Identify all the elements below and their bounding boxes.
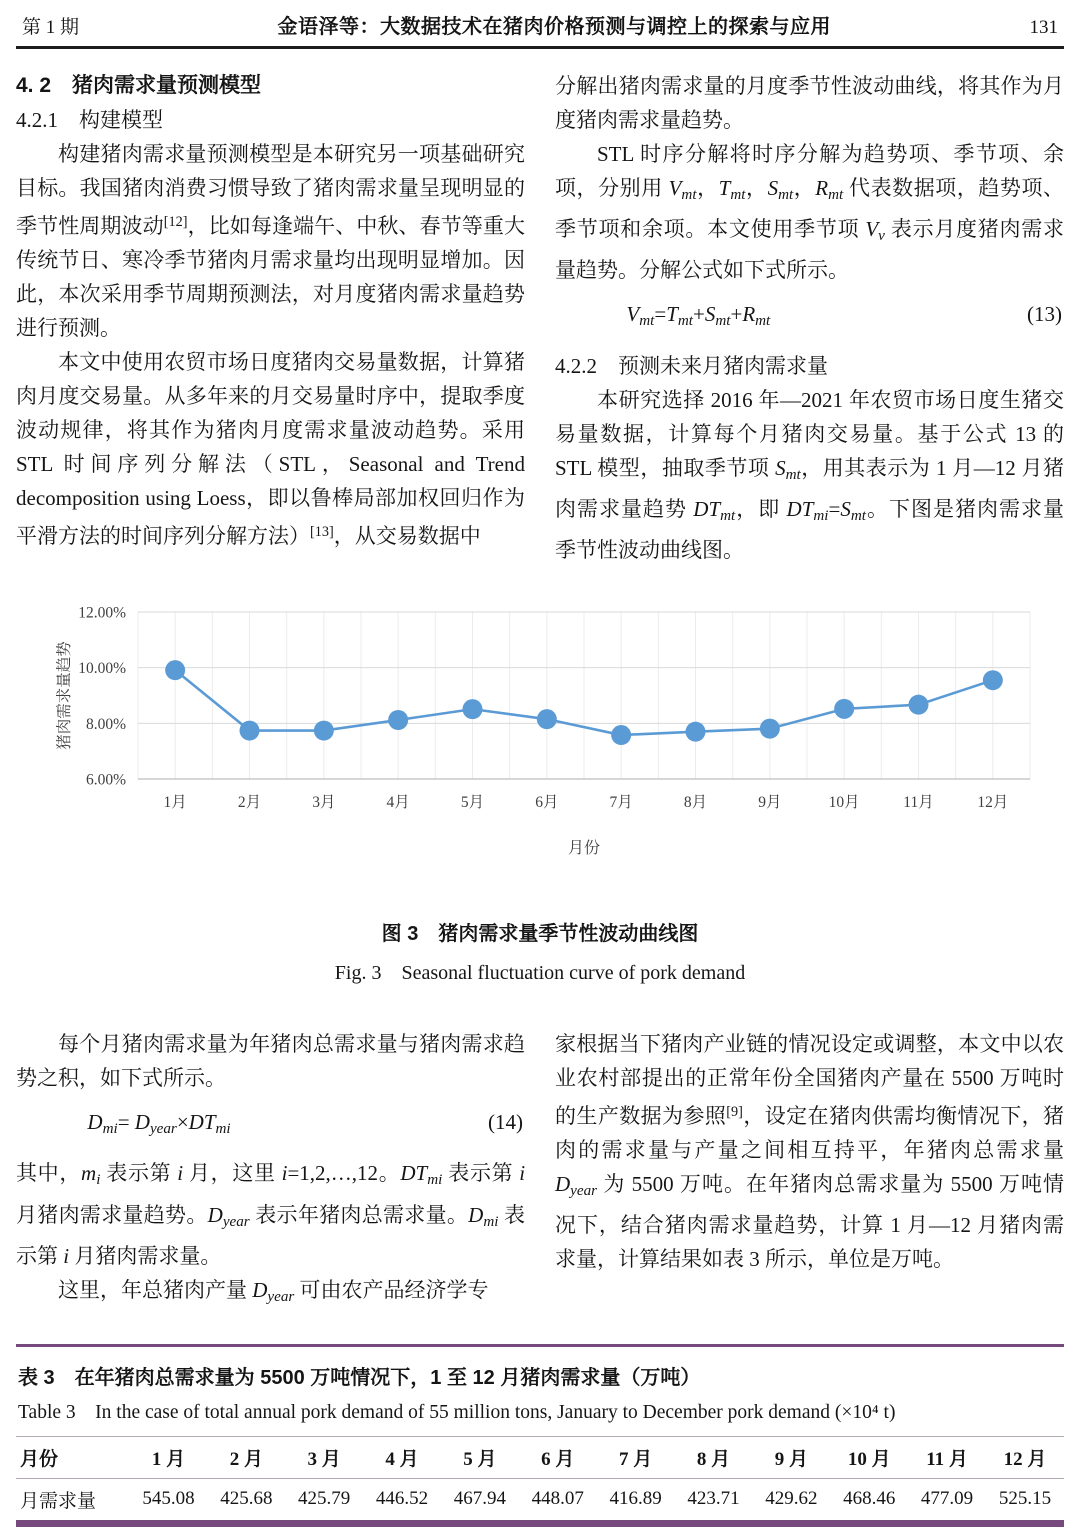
bottom-columns bbox=[16, 1027, 1064, 1314]
left-column-bottom bbox=[16, 1027, 525, 1314]
svg-text:猪肉需求量趋势: 猪肉需求量趋势 bbox=[56, 641, 73, 750]
right-column-top bbox=[555, 69, 1064, 567]
page-header bbox=[16, 0, 1064, 49]
table-value-cell: 423.71 bbox=[687, 1488, 740, 1510]
equation-14-number: (14) bbox=[488, 1110, 523, 1135]
table-value-cell: 416.89 bbox=[609, 1488, 662, 1510]
paragraph: 其中，$m_i$ 表示第 i 月，这里 i=1,2,…,12。$DT_{mi}$ 表示第 i 月猪肉需求量趋势。$D_{year}$ 表示年猪肉总需求量。$D_{mi}$ 表示第 i 月猪肉需求量。 bbox=[16, 1161, 526, 1268]
table-value-cell: 446.52 bbox=[375, 1488, 429, 1510]
left-column-top bbox=[16, 69, 525, 567]
data-point bbox=[611, 725, 631, 745]
data-point bbox=[983, 670, 1003, 690]
section-heading-4-2-2: 4.2.2 预测未来月猪肉需求量 bbox=[555, 353, 828, 378]
data-point bbox=[760, 719, 780, 739]
svg-text:6月: 6月 bbox=[535, 794, 559, 812]
demand-table-head bbox=[16, 1436, 1064, 1478]
table-header-cell: 5 月 bbox=[463, 1448, 497, 1470]
svg-text:12月: 12月 bbox=[977, 794, 1009, 812]
table-caption-zh: 表 3 在年猪肉总需求量为 5500 万吨情况下，1 至 12 月猪肉需求量（万吨） bbox=[18, 1366, 701, 1389]
table-value-cell: 477.09 bbox=[920, 1488, 974, 1510]
table-header-cell: 9 月 bbox=[774, 1448, 808, 1470]
section-heading-4-2-1: 4.2.1 构建模型 bbox=[16, 108, 163, 132]
svg-text:12.00%: 12.00% bbox=[78, 604, 126, 622]
svg-text:8.00%: 8.00% bbox=[85, 715, 126, 733]
table-header-cell: 3 月 bbox=[307, 1448, 341, 1470]
table-header-row bbox=[16, 1436, 1064, 1478]
table-header-cell: 8 月 bbox=[696, 1448, 731, 1470]
data-point bbox=[165, 660, 185, 680]
figure-caption-zh: 图 3 猪肉需求量季节性波动曲线图 bbox=[381, 923, 699, 946]
paragraph: 分解出猪肉需求量的月度季节性波动曲线，将其作为月度猪肉需求量趋势。 bbox=[555, 74, 1064, 132]
page-number: 131 bbox=[1029, 17, 1058, 38]
paragraph: 家根据当下猪肉产业链的情况设定或调整，本文中以农业农村部提出的正常年份全国猪肉产量在 5500 万吨时的生产数据为参照[9]，设定在猪肉供需均衡情况下，猪肉的需求量与产量之间相互持平，年猪肉总需求量 $D_{year}$ 为 5500 万吨。在年猪肉总需求量为 5500 万吨情况下，结合猪肉需求量趋势，计算 1 月—12 月猪肉需求量，计算结果如表 3 所示，单位是万吨。 bbox=[555, 1032, 1065, 1272]
equation-13-formula: $V_{mt}=T_{mt}+S_{mt}+R_{mt}$ bbox=[626, 302, 771, 330]
table-value-cell: 425.68 bbox=[220, 1488, 273, 1510]
table-3-block bbox=[16, 1344, 1064, 1527]
table-value-cell: 425.79 bbox=[298, 1488, 351, 1510]
table-value-cell: 525.15 bbox=[998, 1488, 1052, 1510]
equation-14-formula: $D_{mi}= D_{year}\times DT_{mi}$ bbox=[87, 1110, 231, 1138]
data-point bbox=[240, 721, 260, 741]
equation-13-number: (13) bbox=[1027, 302, 1062, 327]
table-row-label: 月需求量 bbox=[20, 1490, 97, 1512]
svg-text:10.00%: 10.00% bbox=[78, 660, 126, 678]
data-point bbox=[537, 709, 557, 729]
paragraph: 构建猪肉需求量预测模型是本研究另一项基础研究目标。我国猪肉消费习惯导致了猪肉需求量呈现明显的季节性周期波动[12]，比如每逢端午、中秋、春节等重大传统节日、寒冷季节猪肉月需求量均出现明显增加。因此，本次采用季节周期预测法，对月度猪肉需求量趋势进行预测。 bbox=[16, 142, 526, 341]
section-heading-4-2: 4. 2 猪肉需求量预测模型 bbox=[16, 74, 262, 97]
paragraph: STL 时序分解将时序分解为趋势项、季节项、余项，分别用 $V_{mt}$，$T_{mt}$，$S_{mt}$，$R_{mt}$ 代表数据项，趋势项、季节项和余项。本文使用季节项 $V_v$ 表示月度猪肉需求量趋势。分解公式如下式所示。 bbox=[555, 142, 1065, 283]
svg-text:8月: 8月 bbox=[683, 794, 708, 812]
table-header-cell: 11 月 bbox=[926, 1448, 968, 1470]
table-value-cell: 468.46 bbox=[843, 1488, 896, 1510]
svg-text:月份: 月份 bbox=[567, 840, 601, 858]
equation-14 bbox=[16, 1095, 525, 1156]
table-header-cell: 6 月 bbox=[541, 1448, 575, 1470]
paragraph: 这里，年总猪肉产量 $D_{year}$ 可由农产品经济学专 bbox=[58, 1277, 489, 1305]
table-caption-en: Table 3 In the case of total annual pork demand of 55 million tons, January to December pork demand (×10⁴ t) bbox=[18, 1401, 896, 1423]
table-header-cell: 1 月 bbox=[151, 1448, 186, 1470]
svg-text:7月: 7月 bbox=[609, 794, 633, 812]
table-value-cell: 448.07 bbox=[531, 1488, 584, 1510]
demand-table bbox=[16, 1436, 1064, 1527]
paragraph: 本文中使用农贸市场日度猪肉交易量数据，计算猪肉月度交易量。从多年来的月交易量时序中，提取季度波动规律，将其作为猪肉月度需求量波动趋势。采用 STL 时间序列分解法（STL，Seasonal and Trend decomposition using Loess，即以鲁棒局部加权回归作为平滑方法的时间序列分解方法）[13]，从交易数据中 bbox=[16, 350, 525, 549]
table-value-cell: 429.62 bbox=[765, 1488, 818, 1510]
svg-text:6.00%: 6.00% bbox=[85, 771, 126, 789]
table-header-cell: 7 月 bbox=[618, 1448, 653, 1470]
svg-text:9月: 9月 bbox=[758, 794, 782, 812]
table-header-cell: 2 月 bbox=[229, 1448, 263, 1470]
table-header-cell: 月份 bbox=[20, 1448, 59, 1470]
figure-3 bbox=[16, 593, 1064, 985]
right-column-bottom bbox=[555, 1027, 1064, 1314]
issue-label: 第 1 期 bbox=[22, 17, 80, 38]
table-value-cell: 545.08 bbox=[142, 1488, 195, 1510]
paragraph: 本研究选择 2016 年—2021 年农贸市场日度生猪交易量数据，计算每个月猪肉交易量。基于公式 13 的 STL 模型，抽取季节项 $S_{mt}$，用其表示为 1 月—12 月猪肉需求量趋势 $DT_{mt}$，即 $DT_{mi}=S_{mt}$。下图是猪肉需求量季节性波动曲线图。 bbox=[555, 387, 1065, 563]
data-point bbox=[834, 699, 854, 719]
table-header-cell: 4 月 bbox=[385, 1448, 419, 1470]
svg-text:11月: 11月 bbox=[903, 794, 934, 812]
table-value-cell: 467.94 bbox=[453, 1488, 507, 1510]
svg-text:4月: 4月 bbox=[386, 794, 410, 812]
svg-text:2月: 2月 bbox=[237, 794, 262, 812]
data-point bbox=[463, 699, 483, 719]
data-point bbox=[686, 722, 706, 742]
paragraph: 每个月猪肉需求量为年猪肉总需求量与猪肉需求趋势之积，如下式所示。 bbox=[16, 1032, 525, 1091]
running-title: 金语泽等：大数据技术在猪肉价格预测与调控上的探索与应用 bbox=[277, 16, 831, 38]
top-columns bbox=[16, 69, 1064, 567]
svg-text:5月: 5月 bbox=[460, 794, 485, 812]
data-point bbox=[314, 721, 334, 741]
figure-chart bbox=[45, 593, 1035, 865]
data-point bbox=[909, 695, 929, 715]
svg-text:3月: 3月 bbox=[312, 794, 336, 812]
figure-caption-en: Fig. 3 Seasonal fluctuation curve of pork demand bbox=[334, 962, 746, 985]
svg-text:10月: 10月 bbox=[828, 794, 860, 812]
svg-text:1月: 1月 bbox=[163, 794, 187, 812]
table-header-cell: 12 月 bbox=[1003, 1448, 1047, 1470]
table-header-cell: 10 月 bbox=[847, 1448, 891, 1470]
table-data-row bbox=[16, 1478, 1064, 1523]
equation-13 bbox=[555, 287, 1064, 348]
demand-table-body bbox=[16, 1478, 1064, 1523]
data-point bbox=[388, 710, 408, 730]
